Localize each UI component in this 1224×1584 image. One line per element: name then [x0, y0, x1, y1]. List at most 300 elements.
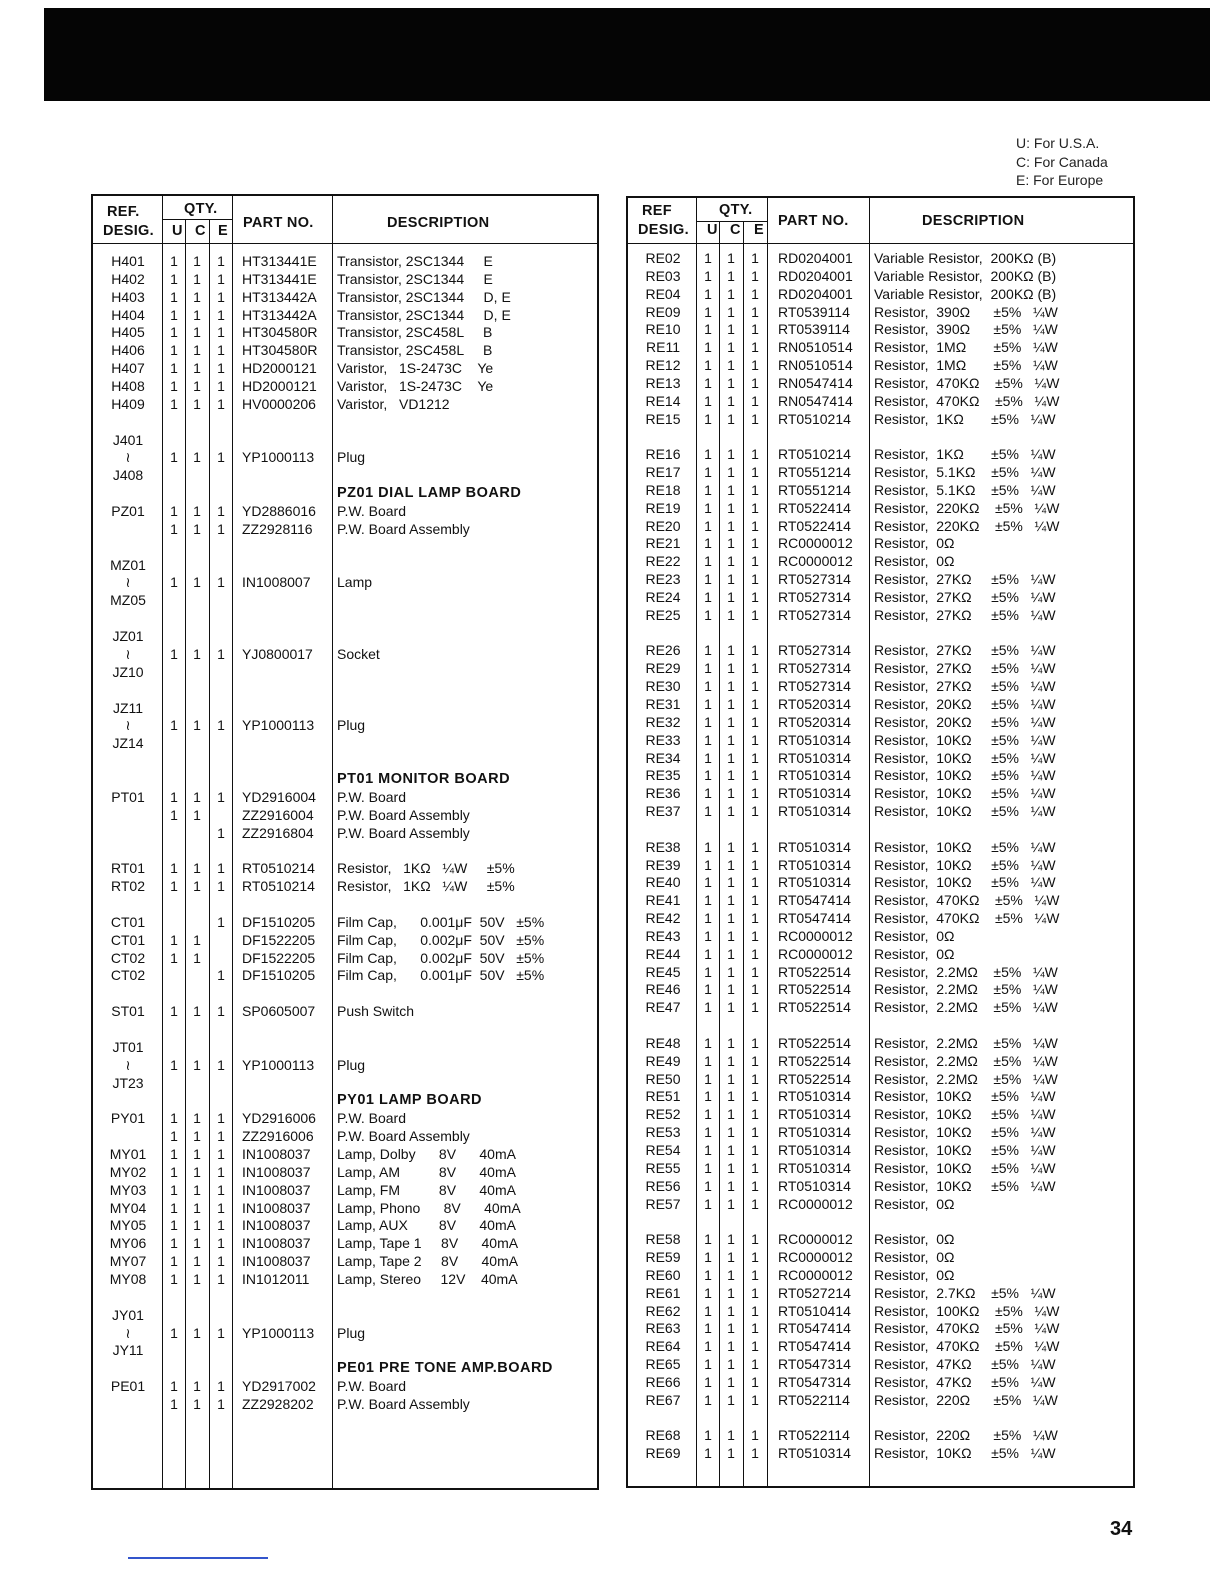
description: Film Cap, 0.001μF 50V ±5% — [337, 913, 545, 930]
description: Resistor, 220Ω ±5% ¼W — [874, 1391, 1058, 1408]
ref-desig: H405 — [111, 324, 145, 341]
qty-c: 1 — [727, 392, 735, 409]
description: Lamp, Phono 8V 40mA — [337, 1199, 521, 1216]
description: Resistor, 470KΩ ±5% ¼W — [874, 1338, 1060, 1355]
qty-e: 1 — [751, 642, 759, 659]
qty-u: 1 — [170, 342, 178, 359]
qty-e: 1 — [751, 678, 759, 695]
qty-c: 1 — [727, 499, 735, 516]
ref-desig: CT02 — [110, 949, 146, 966]
qty-u: 1 — [170, 503, 178, 520]
qty-u: 1 — [704, 357, 712, 374]
qty-c: 1 — [727, 803, 735, 820]
ref-desig: RE13 — [645, 374, 681, 391]
qty-u: 1 — [170, 949, 178, 966]
part-number: IN1008037 — [242, 1217, 311, 1234]
parts-table-right — [626, 196, 1135, 1488]
qty-u: 1 — [704, 606, 712, 623]
qty-e: 1 — [751, 1177, 759, 1194]
part-number: RC0000012 — [778, 1249, 853, 1266]
ref-desig: RE62 — [645, 1302, 681, 1319]
ref-desig: PE01 — [110, 1378, 146, 1395]
qty-c: 1 — [193, 1253, 201, 1270]
qty-e: 1 — [751, 713, 759, 730]
ref-desig: RE18 — [645, 481, 681, 498]
qty-c: 1 — [193, 1271, 201, 1288]
qty-c: 1 — [193, 717, 201, 734]
qty-e: 1 — [217, 1056, 225, 1073]
description: Resistor, 2.2MΩ ±5% ¼W — [874, 981, 1058, 998]
qty-u: 1 — [704, 553, 712, 570]
qty-header-rule — [162, 219, 232, 220]
qty-u: 1 — [704, 392, 712, 409]
part-number: RT0527314 — [778, 606, 851, 623]
qty-u: 1 — [170, 449, 178, 466]
part-number: HD2000121 — [242, 360, 317, 377]
qty-u: 1 — [704, 945, 712, 962]
qty-u: 1 — [704, 1302, 712, 1319]
part-number: YD2917002 — [242, 1378, 316, 1395]
qty-u: 1 — [170, 645, 178, 662]
part-number: RT0551214 — [778, 481, 851, 498]
description: Transistor, 2SC458L B — [337, 324, 493, 341]
qty-c: 1 — [727, 981, 735, 998]
qty-e: 1 — [751, 499, 759, 516]
description: Resistor, 10KΩ ±5% ¼W — [874, 731, 1056, 748]
ref-desig: J408 — [112, 467, 144, 484]
qty-u: 1 — [704, 571, 712, 588]
part-number: RT0520314 — [778, 696, 851, 712]
qty-e: 1 — [751, 1320, 759, 1337]
part-number: RT0547414 — [778, 892, 851, 909]
qty-e: 1 — [751, 1445, 759, 1462]
description: Resistor, 2.2MΩ ±5% ¼W — [874, 999, 1058, 1016]
description: Resistor, 100KΩ ±5% ¼W — [874, 1302, 1060, 1319]
part-number: RN0510514 — [778, 357, 853, 374]
ref-desig: RE10 — [645, 321, 681, 338]
description: Lamp, FM 8V 40mA — [337, 1181, 516, 1198]
part-number: RT0522114 — [778, 1427, 850, 1444]
qty-e: 1 — [751, 999, 759, 1016]
ref-desig: RE49 — [645, 1052, 681, 1069]
ref-desig: RE56 — [645, 1177, 681, 1194]
part-number: RN0510514 — [778, 339, 853, 356]
qty-u: 1 — [704, 446, 712, 463]
qty-c: 1 — [193, 645, 201, 662]
qty-e: 1 — [751, 374, 759, 391]
ref-desig: RE03 — [645, 267, 681, 284]
qty-e: 1 — [751, 874, 759, 891]
qty-e: 1 — [751, 357, 759, 374]
qty-u: 1 — [170, 1235, 178, 1252]
part-number: IN1008037 — [242, 1146, 311, 1162]
ref-desig: RE04 — [645, 285, 681, 302]
qty-u: 1 — [704, 642, 712, 659]
qty-c: 1 — [727, 1142, 735, 1158]
part-number: RT0510314 — [778, 731, 851, 748]
qty-e: 1 — [751, 1356, 759, 1373]
qty-e: 1 — [751, 1070, 759, 1087]
ref-desig: RE44 — [645, 945, 681, 962]
qty-c: 1 — [727, 749, 735, 766]
qty-u: 1 — [170, 1199, 178, 1216]
part-number: ZZ2916804 — [242, 824, 314, 841]
description: Lamp, AUX 8V 40mA — [337, 1217, 516, 1234]
ref-desig: ≀ — [125, 574, 131, 591]
part-number: IN1008037 — [242, 1235, 311, 1252]
qty-c: 1 — [727, 660, 735, 677]
description: Lamp, Dolby 8V 40mA — [337, 1146, 516, 1162]
qty-e: 1 — [217, 1271, 225, 1288]
ref-desig: ≀ — [125, 449, 131, 466]
qty-c: 1 — [727, 553, 735, 570]
description: Resistor, 390Ω ±5% ¼W — [874, 303, 1058, 320]
qty-u: 1 — [704, 678, 712, 695]
header-part-no: PART NO. — [778, 213, 849, 229]
qty-u: 1 — [704, 785, 712, 802]
qty-c: 1 — [193, 878, 201, 895]
part-number: HT313441E — [242, 253, 317, 269]
qty-c: 1 — [727, 838, 735, 855]
part-number: RN0547414 — [778, 392, 853, 409]
ref-desig: PY01 — [110, 1110, 146, 1127]
ref-desig: RE46 — [645, 981, 681, 998]
ref-desig: RE02 — [645, 250, 681, 266]
description: Varistor, 1S-2473C Ye — [337, 378, 494, 395]
ref-desig: RE68 — [645, 1427, 681, 1444]
ref-desig: RE32 — [645, 713, 681, 730]
part-number: RT0510314 — [778, 803, 851, 820]
qty-c: 1 — [727, 1320, 735, 1337]
header-u: U — [707, 222, 718, 238]
ref-desig: CT01 — [110, 931, 146, 948]
qty-e: 1 — [751, 303, 759, 320]
part-number: SP0605007 — [242, 1003, 316, 1020]
qty-e: 1 — [751, 535, 759, 552]
qty-e: 1 — [751, 1427, 759, 1444]
qty-c: 1 — [727, 1124, 735, 1141]
region-legend — [1016, 134, 1108, 190]
header-qty: QTY. — [719, 202, 753, 218]
qty-u: 1 — [704, 892, 712, 909]
part-number: RT0510314 — [778, 1106, 851, 1123]
part-number: DF1510205 — [242, 913, 316, 930]
ref-desig: H406 — [111, 342, 145, 359]
description: Resistor, 0Ω — [874, 927, 955, 944]
description: Lamp, Stereo 12V 40mA — [337, 1271, 518, 1288]
ref-desig: ≀ — [125, 645, 131, 662]
qty-u: 1 — [704, 250, 712, 266]
ref-desig: RE55 — [645, 1159, 681, 1176]
description: Film Cap, 0.002μF 50V ±5% — [337, 931, 545, 948]
qty-u: 1 — [170, 1271, 178, 1288]
qty-u: 1 — [704, 1159, 712, 1176]
part-number: HV0000206 — [242, 395, 316, 412]
header-description: DESCRIPTION — [387, 215, 490, 231]
qty-c: 1 — [193, 1163, 201, 1180]
part-number: YD2916006 — [242, 1110, 316, 1127]
ref-desig: H403 — [111, 288, 145, 305]
part-number: DF1522205 — [242, 949, 316, 966]
qty-e: 1 — [217, 1217, 225, 1234]
part-number: YD2886016 — [242, 503, 316, 520]
qty-c: 1 — [193, 520, 201, 537]
qty-u: 1 — [704, 321, 712, 338]
part-number: RT0510314 — [778, 874, 851, 891]
qty-u: 1 — [704, 1373, 712, 1390]
ref-desig: RE25 — [645, 606, 681, 623]
description: Resistor, 10KΩ ±5% ¼W — [874, 767, 1056, 784]
qty-u: 1 — [704, 1106, 712, 1123]
qty-c: 1 — [193, 449, 201, 466]
qty-e: 1 — [217, 1163, 225, 1180]
qty-c: 1 — [193, 306, 201, 323]
description: Resistor, 1KΩ ±5% ¼W — [874, 446, 1056, 463]
part-number: IN1008037 — [242, 1199, 311, 1216]
part-number: DF1510205 — [242, 967, 316, 984]
qty-c: 1 — [193, 270, 201, 287]
ref-desig: RE42 — [645, 910, 681, 927]
ref-desig: RE29 — [645, 660, 681, 677]
part-number: RT0522514 — [778, 963, 851, 980]
section-title: PZ01 DIAL LAMP BOARD — [337, 485, 522, 502]
qty-u: 1 — [170, 288, 178, 305]
description: Push Switch — [337, 1003, 415, 1020]
qty-e: 1 — [751, 838, 759, 855]
part-number: RT0522414 — [778, 499, 851, 516]
qty-u: 1 — [170, 860, 178, 877]
part-number: RT0522514 — [778, 1070, 851, 1087]
qty-u: 1 — [704, 1356, 712, 1373]
qty-c: 1 — [727, 945, 735, 962]
ref-desig: H407 — [111, 360, 145, 377]
part-number: RT0522514 — [778, 981, 851, 998]
ref-desig: RE20 — [645, 517, 681, 534]
header-banner — [44, 8, 1210, 101]
qty-e: 1 — [217, 717, 225, 734]
qty-e: 1 — [217, 1324, 225, 1341]
part-number: HD2000121 — [242, 378, 317, 395]
qty-u: 1 — [704, 499, 712, 516]
ref-desig: MY06 — [109, 1235, 147, 1252]
qty-e: 1 — [217, 788, 225, 805]
qty-e: 1 — [217, 1199, 225, 1216]
qty-c: 1 — [727, 446, 735, 463]
qty-e: 1 — [217, 967, 225, 984]
description: Resistor, 0Ω — [874, 1231, 955, 1248]
description: Resistor, 10KΩ ±5% ¼W — [874, 874, 1056, 891]
part-number: RT0527314 — [778, 660, 851, 677]
part-number: RT0547414 — [778, 1320, 851, 1337]
ref-desig: RE22 — [645, 553, 681, 570]
header-rule — [93, 243, 597, 244]
qty-e: 1 — [751, 749, 759, 766]
description: Resistor, 10KΩ ±5% ¼W — [874, 856, 1056, 873]
qty-u: 1 — [170, 270, 178, 287]
qty-c: 1 — [193, 1199, 201, 1216]
header-rule — [628, 243, 1133, 244]
qty-e: 1 — [217, 574, 225, 591]
description: Lamp, Tape 1 8V 40mA — [337, 1235, 519, 1252]
qty-c: 1 — [727, 1106, 735, 1123]
ref-desig: RE40 — [645, 874, 681, 891]
qty-e: 1 — [217, 342, 225, 359]
qty-c: 1 — [727, 1266, 735, 1283]
description: Resistor, 10KΩ ±5% ¼W — [874, 785, 1056, 802]
qty-e: 1 — [751, 606, 759, 623]
column-divider — [719, 221, 720, 1486]
part-number: RT0522414 — [778, 517, 851, 534]
part-number: RT0522514 — [778, 1034, 851, 1051]
description: Resistor, 10KΩ ±5% ¼W — [874, 1177, 1056, 1194]
qty-e: 1 — [217, 360, 225, 377]
qty-c: 1 — [193, 788, 201, 805]
qty-e: 1 — [217, 824, 225, 841]
qty-e: 1 — [217, 378, 225, 395]
qty-u: 1 — [170, 1396, 178, 1413]
qty-c: 1 — [727, 588, 735, 605]
ref-desig: RE69 — [645, 1445, 681, 1462]
part-number: RC0000012 — [778, 535, 853, 552]
qty-e: 1 — [217, 288, 225, 305]
qty-c: 1 — [727, 1052, 735, 1069]
part-number: RC0000012 — [778, 553, 853, 570]
description: Resistor, 27KΩ ±5% ¼W — [874, 660, 1056, 677]
qty-e: 1 — [751, 481, 759, 498]
description: Resistor, 470KΩ ±5% ¼W — [874, 392, 1060, 409]
part-number: HT304580R — [242, 342, 318, 359]
qty-e: 1 — [217, 306, 225, 323]
part-number: RT0527314 — [778, 678, 851, 695]
ref-desig: JZ11 — [112, 699, 144, 716]
ref-desig: RE33 — [645, 731, 681, 748]
ref-desig: H404 — [111, 306, 145, 323]
ref-desig: MY04 — [109, 1199, 147, 1216]
part-number: ZZ2928202 — [242, 1396, 314, 1413]
description: Resistor, 10KΩ ±5% ¼W — [874, 838, 1056, 855]
qty-u: 1 — [704, 285, 712, 302]
qty-c: 1 — [727, 1070, 735, 1087]
description: Resistor, 1KΩ ¼W ±5% — [337, 878, 515, 895]
ref-desig: RE48 — [645, 1034, 681, 1051]
part-number: ZZ2916006 — [242, 1128, 314, 1145]
ref-desig: RE24 — [645, 588, 681, 605]
part-number: RC0000012 — [778, 945, 853, 962]
qty-c: 1 — [193, 931, 201, 948]
qty-u: 1 — [704, 1088, 712, 1105]
qty-u: 1 — [704, 999, 712, 1016]
qty-u: 1 — [704, 1195, 712, 1212]
column-divider — [332, 196, 333, 1488]
ref-desig: RE41 — [645, 892, 681, 909]
qty-e: 1 — [751, 1231, 759, 1248]
ref-desig: RE54 — [645, 1142, 681, 1158]
qty-u: 1 — [704, 339, 712, 356]
ref-desig: RE64 — [645, 1338, 681, 1355]
description: Variable Resistor, 200KΩ (B) — [874, 267, 1057, 284]
description: Resistor, 27KΩ ±5% ¼W — [874, 588, 1056, 605]
description: P.W. Board Assembly — [337, 824, 470, 841]
qty-c: 1 — [193, 1056, 201, 1073]
description: Resistor, 2.2MΩ ±5% ¼W — [874, 1052, 1058, 1069]
qty-u: 1 — [170, 395, 178, 412]
qty-u: 1 — [704, 981, 712, 998]
description: Resistor, 10KΩ ±5% ¼W — [874, 1445, 1056, 1462]
description: Resistor, 47KΩ ±5% ¼W — [874, 1356, 1056, 1373]
qty-u: 1 — [704, 1445, 712, 1462]
part-number: IN1008037 — [242, 1163, 311, 1180]
description: Resistor, 470KΩ ±5% ¼W — [874, 1320, 1060, 1337]
part-number: RT0510314 — [778, 1142, 851, 1158]
legend-canada: C: For Canada — [1016, 153, 1108, 170]
header-e: E — [754, 222, 764, 238]
ref-desig: RE30 — [645, 678, 681, 695]
part-number: ZZ2928116 — [242, 520, 313, 537]
description: Resistor, 10KΩ ±5% ¼W — [874, 749, 1056, 766]
part-number: RT0510314 — [778, 1445, 851, 1462]
qty-e: 1 — [751, 660, 759, 677]
ref-desig: CT02 — [110, 967, 146, 984]
qty-u: 1 — [704, 481, 712, 498]
qty-e: 1 — [217, 1396, 225, 1413]
part-number: HT313442A — [242, 306, 317, 323]
qty-c: 1 — [727, 1284, 735, 1301]
ref-desig: RT01 — [111, 860, 145, 877]
qty-e: 1 — [751, 1302, 759, 1319]
part-number: RT0527314 — [778, 571, 851, 588]
qty-e: 1 — [217, 1110, 225, 1127]
header-ref: REF. — [107, 204, 140, 220]
qty-c: 1 — [193, 360, 201, 377]
qty-u: 1 — [170, 324, 178, 341]
part-number: RT0520314 — [778, 713, 851, 730]
qty-e: 1 — [751, 285, 759, 302]
ref-desig: RE57 — [645, 1195, 681, 1212]
qty-u: 1 — [704, 267, 712, 284]
qty-c: 1 — [727, 1231, 735, 1248]
part-number: RD0204001 — [778, 267, 853, 284]
qty-e: 1 — [751, 1373, 759, 1390]
description: Resistor, 1MΩ ±5% ¼W — [874, 339, 1058, 356]
ref-desig: RE60 — [645, 1266, 681, 1283]
ref-desig: RE59 — [645, 1249, 681, 1266]
ref-desig: JT23 — [112, 1074, 144, 1091]
qty-e: 1 — [751, 731, 759, 748]
ref-desig: H401 — [111, 253, 145, 269]
ref-desig: RT02 — [111, 878, 145, 895]
part-number: IN1012011 — [242, 1271, 310, 1288]
description: P.W. Board Assembly — [337, 520, 470, 537]
qty-u: 1 — [170, 931, 178, 948]
qty-u: 1 — [704, 588, 712, 605]
qty-u: 1 — [704, 1070, 712, 1087]
qty-u: 1 — [704, 1338, 712, 1355]
qty-u: 1 — [704, 535, 712, 552]
qty-u: 1 — [170, 806, 178, 823]
qty-u: 1 — [170, 1378, 178, 1395]
description: Resistor, 5.1KΩ ±5% ¼W — [874, 464, 1056, 481]
description: Resistor, 2.2MΩ ±5% ¼W — [874, 963, 1058, 980]
qty-e: 1 — [751, 1034, 759, 1051]
part-number: IN1008037 — [242, 1253, 311, 1270]
qty-e: 1 — [751, 1266, 759, 1283]
description: Lamp, Tape 2 8V 40mA — [337, 1253, 519, 1270]
qty-c: 1 — [727, 678, 735, 695]
qty-e: 1 — [751, 963, 759, 980]
qty-e: 1 — [751, 321, 759, 338]
qty-e: 1 — [217, 645, 225, 662]
header-desig: DESIG. — [103, 223, 154, 239]
